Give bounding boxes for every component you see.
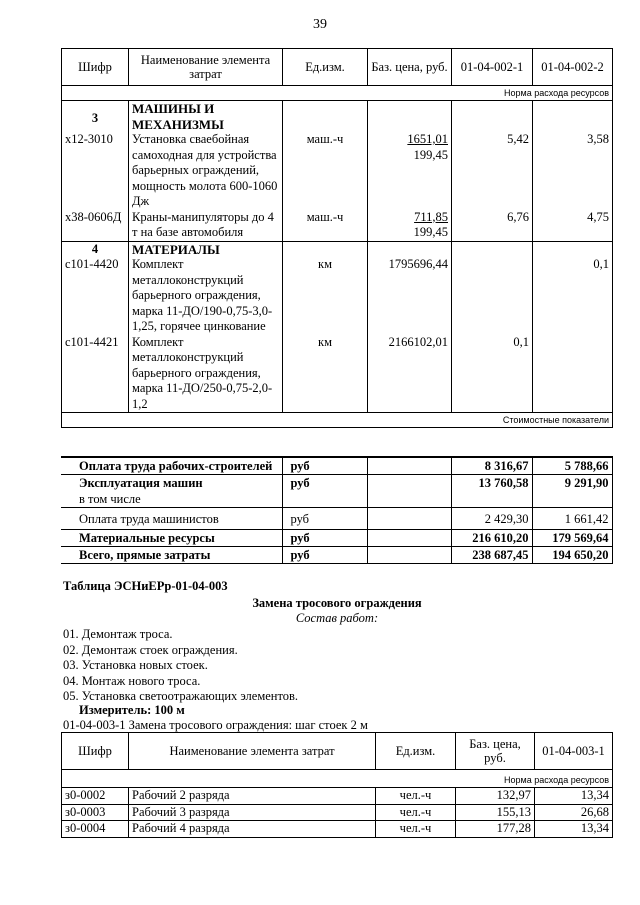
row-name: Установка сваебойная самоходная для устройства барьерных ограждений, мощность молота 600-1060 Дж <box>129 132 283 210</box>
row-value-1 <box>452 257 533 335</box>
row-value-1: 13,34 <box>535 788 613 805</box>
summary-name: Оплата труда машинистов <box>61 508 282 530</box>
row-name: Комплект металлоконструкций барьерного ограждения, марка 11-ДО/190-0,75-3,0-1,25, горячее цинкование <box>129 257 283 335</box>
section-heading <box>62 241 613 257</box>
table2-subtitle: Замена тросового ограждения <box>252 596 422 610</box>
row-price: 177,28 <box>456 821 535 838</box>
row-code: с101-4420 <box>62 257 129 335</box>
work-item: 02. Демонтаж стоек ограждения. <box>63 642 238 657</box>
work-item: 04. Монтаж нового троса. <box>63 673 201 688</box>
resource-table-2 <box>61 732 613 838</box>
composition-label: Состав работ: <box>295 611 379 625</box>
summary-row <box>61 508 612 530</box>
col-header-name: Наименование элемента затрат <box>129 733 376 770</box>
row-name: Рабочий 2 разряда <box>129 788 376 805</box>
section-number: 3 <box>62 101 129 133</box>
row-name: Рабочий 3 разряда <box>129 804 376 821</box>
col-header-code: Шифр <box>62 49 129 86</box>
row-price <box>368 210 452 242</box>
row-price <box>368 132 452 210</box>
section-heading <box>62 101 613 133</box>
table2-title: Таблица ЭСНиЕРр-01-04-003 <box>63 579 228 593</box>
summary-row <box>61 475 612 492</box>
summary-row <box>61 457 612 475</box>
work-item: 05. Установка светоотражающих элементов. <box>63 689 299 703</box>
price-main: 1651,01 <box>407 132 448 146</box>
col-header-price: Баз. цена, руб. <box>368 49 452 86</box>
row-value-1: 5,42 <box>452 132 533 210</box>
row-unit: чел.-ч <box>376 821 456 838</box>
summary-unit: руб <box>282 475 367 492</box>
table-row <box>62 210 613 242</box>
row-code: з0-0004 <box>62 821 129 838</box>
col-header-col1: 01-04-003-1 <box>535 733 613 770</box>
cost-label: Стоимостные показатели <box>62 413 613 428</box>
work-item: 01. Демонтаж троса. <box>63 627 173 641</box>
row-price: 1795696,44 <box>368 257 452 335</box>
summary-value-1: 216 610,20 <box>451 530 532 547</box>
summary-name: Всего, прямые затраты <box>61 547 282 564</box>
variant-label: 01-04-003-1 Замена тросового ограждения: шаг стоек 2 м <box>63 718 368 732</box>
summary-unit: руб <box>282 508 367 530</box>
col-header-unit: Ед.изм. <box>376 733 456 770</box>
row-value-1: 26,68 <box>535 804 613 821</box>
section-title: МАШИНЫ И МЕХАНИЗМЫ <box>129 101 283 133</box>
row-code: х12-3010 <box>62 132 129 210</box>
summary-unit: руб <box>282 530 367 547</box>
row-unit: км <box>283 257 368 335</box>
summary-value-1: 2 429,30 <box>451 508 532 530</box>
price-wage: 199,45 <box>413 147 448 162</box>
row-price: 2166102,01 <box>368 335 452 413</box>
summary-row <box>61 491 612 508</box>
table-row <box>62 821 613 838</box>
summary-name: Эксплуатация машин <box>61 475 282 492</box>
summary-name: Оплата труда рабочих-строителей <box>61 457 282 475</box>
summary-row <box>61 530 612 547</box>
summary-value-2: 194 650,20 <box>532 547 612 564</box>
work-item: 03. Установка новых стоек. <box>63 658 208 672</box>
row-name: Рабочий 4 разряда <box>129 821 376 838</box>
row-unit: маш.-ч <box>283 210 368 242</box>
meter-label: Измеритель: 100 м <box>79 703 185 717</box>
cost-summary-table <box>61 456 613 564</box>
row-value-2 <box>533 335 613 413</box>
row-value-1: 0,1 <box>452 335 533 413</box>
summary-value-1: 13 760,58 <box>451 475 532 492</box>
col-header-code: Шифр <box>62 733 129 770</box>
row-code: з0-0002 <box>62 788 129 805</box>
norm-label: Норма расхода ресурсов <box>62 86 613 101</box>
col-header-col2: 01-04-002-2 <box>533 49 613 86</box>
summary-unit: руб <box>282 547 367 564</box>
row-value-2: 4,75 <box>533 210 613 242</box>
table-row <box>62 257 613 335</box>
row-code: з0-0003 <box>62 804 129 821</box>
resource-table-1 <box>61 48 613 428</box>
row-price: 132,97 <box>456 788 535 805</box>
section-number: 4 <box>62 241 129 257</box>
table-row <box>62 335 613 413</box>
row-code: х38-0606Д <box>62 210 129 242</box>
summary-value-1: 238 687,45 <box>451 547 532 564</box>
summary-value-2: 5 788,66 <box>532 457 612 475</box>
table-row <box>62 788 613 805</box>
section-title: МАТЕРИАЛЫ <box>129 241 283 257</box>
row-value-2: 3,58 <box>533 132 613 210</box>
col-header-col1: 01-04-002-1 <box>452 49 533 86</box>
col-header-name: Наименование элемента затрат <box>129 49 283 86</box>
price-wage: 199,45 <box>413 225 448 239</box>
summary-value-1: 8 316,67 <box>451 457 532 475</box>
row-value-2: 0,1 <box>533 257 613 335</box>
row-name: Комплект металлоконструкций барьерного ограждения, марка 11-ДО/250-0,75-2,0-1,2 <box>129 335 283 413</box>
table-row <box>62 132 613 210</box>
summary-value-2: 1 661,42 <box>532 508 612 530</box>
summary-row <box>61 547 612 564</box>
row-name: Краны-манипуляторы до 4 т на базе автомобиля <box>129 210 283 242</box>
row-price: 155,13 <box>456 804 535 821</box>
norm-label: Норма расхода ресурсов <box>62 770 613 788</box>
row-unit: чел.-ч <box>376 804 456 821</box>
price-main: 711,85 <box>414 209 448 224</box>
col-header-unit: Ед.изм. <box>283 49 368 86</box>
row-unit: маш.-ч <box>283 132 368 210</box>
table-row <box>62 804 613 821</box>
works-list <box>63 627 298 705</box>
row-code: с101-4421 <box>62 335 129 413</box>
summary-unit: руб <box>282 457 367 475</box>
row-unit: чел.-ч <box>376 788 456 805</box>
summary-value-2: 9 291,90 <box>532 475 612 492</box>
summary-name: Материальные ресурсы <box>61 530 282 547</box>
col-header-price: Баз. цена, руб. <box>456 733 535 770</box>
summary-name: в том числе <box>61 491 282 508</box>
row-value-1: 13,34 <box>535 821 613 838</box>
page-number: 39 <box>313 17 327 32</box>
row-unit: км <box>283 335 368 413</box>
summary-value-2: 179 569,64 <box>532 530 612 547</box>
row-value-1: 6,76 <box>452 210 533 242</box>
